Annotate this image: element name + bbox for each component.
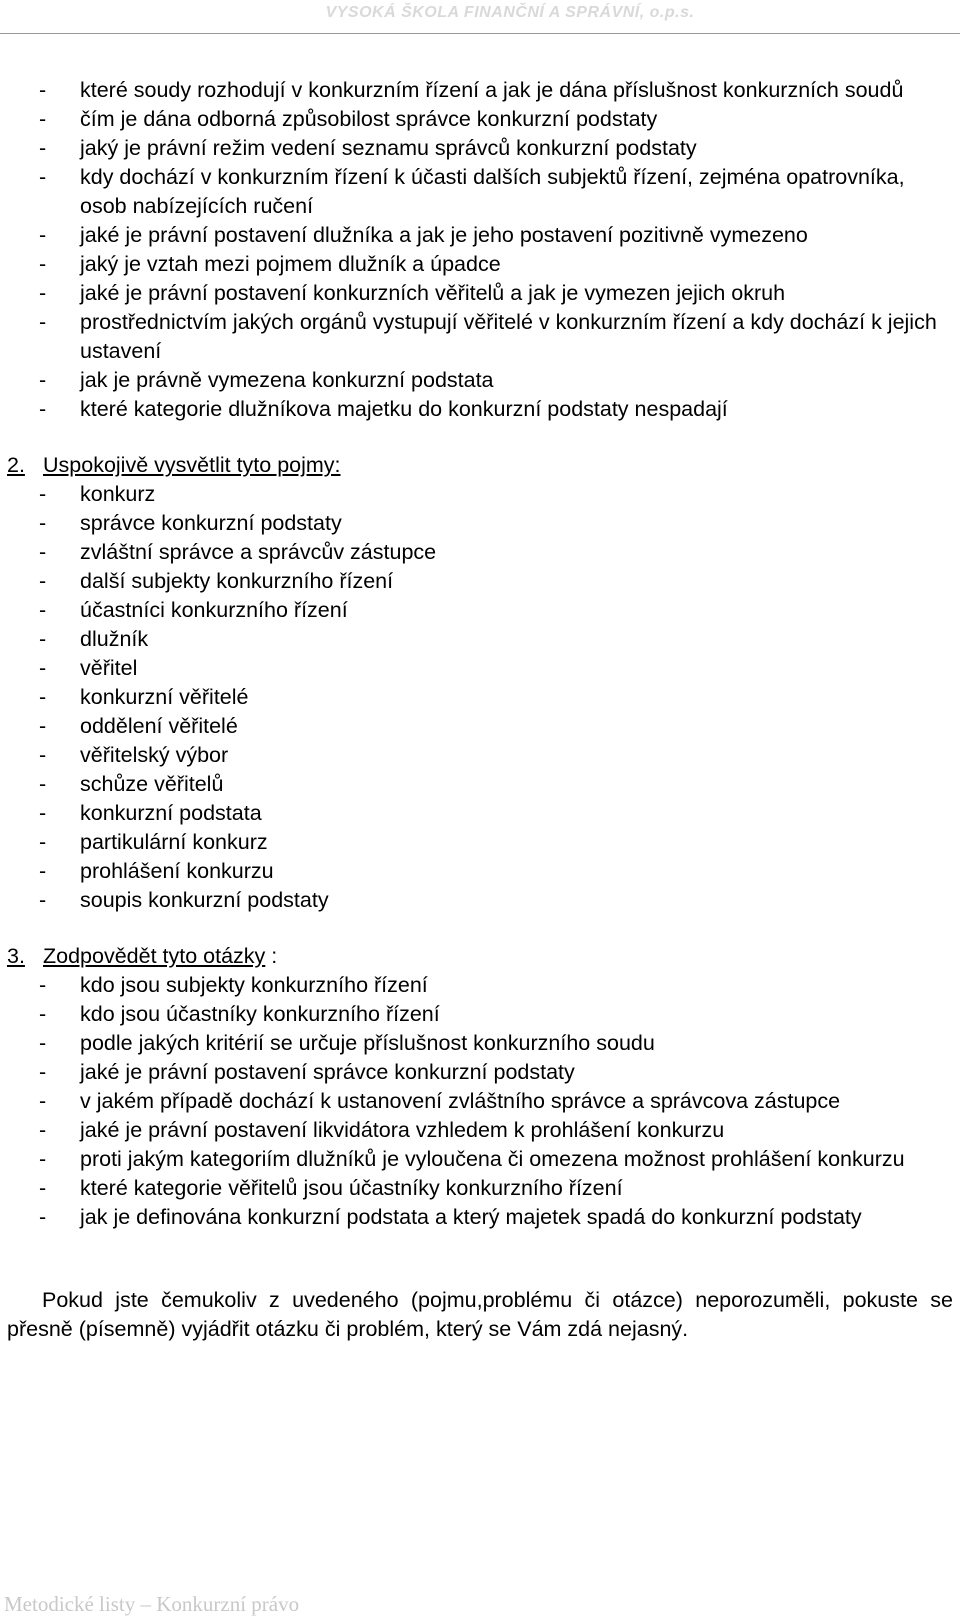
list-item: [7, 828, 957, 857]
header-title: VYSOKÁ ŠKOLA FINANČNÍ A SPRÁVNÍ, o.p.s.: [325, 4, 695, 21]
section-3-heading-suffix: :: [265, 944, 278, 968]
list-item-text: proti jakým kategoriím dlužníků je vyloučena či omezena možnost prohlášení konkurzu: [80, 1147, 905, 1171]
dash-bullet: -: [39, 1089, 47, 1113]
section-2-heading: [7, 451, 957, 480]
dash-bullet: -: [39, 830, 47, 854]
list-item: [7, 105, 957, 134]
dash-bullet: -: [39, 1205, 47, 1229]
list-item-text: jak je právně vymezena konkurzní podstata: [80, 368, 494, 392]
list-item-text: věřitel: [80, 656, 138, 680]
list-item-text: jaký je vztah mezi pojmem dlužník a úpadce: [80, 252, 501, 276]
dash-bullet: -: [39, 714, 47, 738]
list-item-text: účastníci konkurzního řízení: [80, 598, 348, 622]
list-item-text: které kategorie dlužníkova majetku do konkurzní podstaty nespadají: [80, 397, 728, 421]
list-item: [7, 1116, 957, 1145]
section-3-number: 3.: [7, 944, 25, 968]
list-item-text: dlužník: [80, 627, 149, 651]
section-3-list: [7, 971, 957, 1232]
list-item-text: konkurzní věřitelé: [80, 685, 249, 709]
list-item-text: kdo jsou účastníky konkurzního řízení: [80, 1002, 440, 1026]
list-item: [7, 480, 957, 509]
list-item: [7, 654, 957, 683]
dash-bullet: -: [39, 1118, 47, 1142]
list-item: [7, 741, 957, 770]
dash-bullet: -: [39, 598, 47, 622]
list-item: [7, 221, 957, 250]
list-item-text: zvláštní správce a správcův zástupce: [80, 540, 437, 564]
list-item: [7, 683, 957, 712]
section-1-list: [7, 76, 957, 424]
dash-bullet: -: [39, 511, 47, 535]
dash-bullet: -: [39, 685, 47, 709]
list-item-text: oddělení věřitelé: [80, 714, 238, 738]
header-divider: [0, 33, 960, 34]
list-item: [7, 567, 957, 596]
list-item: [7, 1203, 957, 1232]
dash-bullet: -: [39, 223, 47, 247]
list-item: [7, 1029, 957, 1058]
list-item-text: čím je dána odborná způsobilost správce konkurzní podstaty: [80, 107, 658, 131]
list-item: [7, 857, 957, 886]
list-item: [7, 250, 957, 279]
list-item: [7, 134, 957, 163]
list-item-text: schůze věřitelů: [80, 772, 224, 796]
dash-bullet: -: [39, 310, 47, 334]
dash-bullet: -: [39, 743, 47, 767]
dash-bullet: -: [39, 888, 47, 912]
list-item-text: jaké je právní postavení dlužníka a jak je jeho postavení pozitivně vymezeno: [80, 223, 808, 247]
list-item-text: jaké je právní postavení konkurzních věřitelů a jak je vymezen jejich okruh: [80, 281, 786, 305]
list-item-text: kdy dochází v konkurzním řízení k účasti dalších subjektů řízení, zejména opatrovníka, osob nabízejících ručení: [80, 165, 905, 218]
list-item: [7, 308, 957, 366]
dash-bullet: -: [39, 368, 47, 392]
list-item-text: další subjekty konkurzního řízení: [80, 569, 394, 593]
document-body: [7, 76, 957, 1366]
list-item-text: kdo jsou subjekty konkurzního řízení: [80, 973, 428, 997]
list-item: [7, 509, 957, 538]
list-item: [7, 279, 957, 308]
list-item-text: jaké je právní postavení správce konkurzní podstaty: [80, 1060, 575, 1084]
section-2-heading-text: Uspokojivě vysvětlit tyto pojmy:: [43, 453, 341, 477]
dash-bullet: -: [39, 540, 47, 564]
dash-bullet: -: [39, 772, 47, 796]
list-item: [7, 1058, 957, 1087]
dash-bullet: -: [39, 627, 47, 651]
list-item: [7, 366, 957, 395]
closing-paragraph: Pokud jste čemukoliv z uvedeného (pojmu,problému či otázce) neporozuměli, pokuste se přesně (písemně) vyjádřit otázku či problém, který se Vám zdá nejasný.: [7, 1288, 953, 1341]
dash-bullet: -: [39, 1147, 47, 1171]
list-item: [7, 163, 957, 221]
dash-bullet: -: [39, 1031, 47, 1055]
dash-bullet: -: [39, 1002, 47, 1026]
list-item-text: v jakém případě dochází k ustanovení zvláštního správce a správcova zástupce: [80, 1089, 841, 1113]
section-2-list: [7, 480, 957, 915]
dash-bullet: -: [39, 482, 47, 506]
list-item-text: konkurzní podstata: [80, 801, 262, 825]
dash-bullet: -: [39, 569, 47, 593]
dash-bullet: -: [39, 1176, 47, 1200]
list-item: [7, 1000, 957, 1029]
list-item-text: podle jakých kritérií se určuje příslušnost konkurzního soudu: [80, 1031, 655, 1055]
list-item: [7, 799, 957, 828]
dash-bullet: -: [39, 165, 47, 189]
list-item: [7, 1145, 957, 1174]
list-item: [7, 1174, 957, 1203]
list-item: [7, 886, 957, 915]
dash-bullet: -: [39, 252, 47, 276]
list-item: [7, 971, 957, 1000]
list-item: [7, 712, 957, 741]
footer-title: Metodické listy – Konkurzní právo: [4, 1592, 300, 1616]
list-item-text: soupis konkurzní podstaty: [80, 888, 329, 912]
list-item-text: konkurz: [80, 482, 156, 506]
list-item-text: jaký je právní režim vedení seznamu správců konkurzní podstaty: [80, 136, 697, 160]
section-2-number: 2.: [7, 453, 25, 477]
dash-bullet: -: [39, 1060, 47, 1084]
list-item-text: správce konkurzní podstaty: [80, 511, 342, 535]
list-item: [7, 1087, 957, 1116]
list-item-text: věřitelský výbor: [80, 743, 229, 767]
list-item-text: které soudy rozhodují v konkurzním řízení a jak je dána příslušnost konkurzních soudů: [80, 78, 904, 102]
list-item: [7, 395, 957, 424]
dash-bullet: -: [39, 281, 47, 305]
list-item-text: prostřednictvím jakých orgánů vystupují věřitelé v konkurzním řízení a kdy dochází k jejich ustavení: [80, 310, 937, 363]
list-item-text: jak je definována konkurzní podstata a který majetek spadá do konkurzní podstaty: [80, 1205, 862, 1229]
dash-bullet: -: [39, 656, 47, 680]
dash-bullet: -: [39, 397, 47, 421]
list-item-text: jaké je právní postavení likvidátora vzhledem k prohlášení konkurzu: [80, 1118, 725, 1142]
section-3-heading-text: Zodpovědět tyto otázky: [43, 944, 266, 968]
list-item-text: prohlášení konkurzu: [80, 859, 274, 883]
dash-bullet: -: [39, 973, 47, 997]
dash-bullet: -: [39, 136, 47, 160]
list-item: [7, 770, 957, 799]
list-item: [7, 76, 957, 105]
list-item-text: partikulární konkurz: [80, 830, 268, 854]
section-3-heading: [7, 942, 957, 971]
list-item: [7, 625, 957, 654]
list-item: [7, 538, 957, 567]
dash-bullet: -: [39, 801, 47, 825]
dash-bullet: -: [39, 859, 47, 883]
dash-bullet: -: [39, 107, 47, 131]
list-item-text: které kategorie věřitelů jsou účastníky konkurzního řízení: [80, 1176, 623, 1200]
dash-bullet: -: [39, 78, 47, 102]
list-item: [7, 596, 957, 625]
